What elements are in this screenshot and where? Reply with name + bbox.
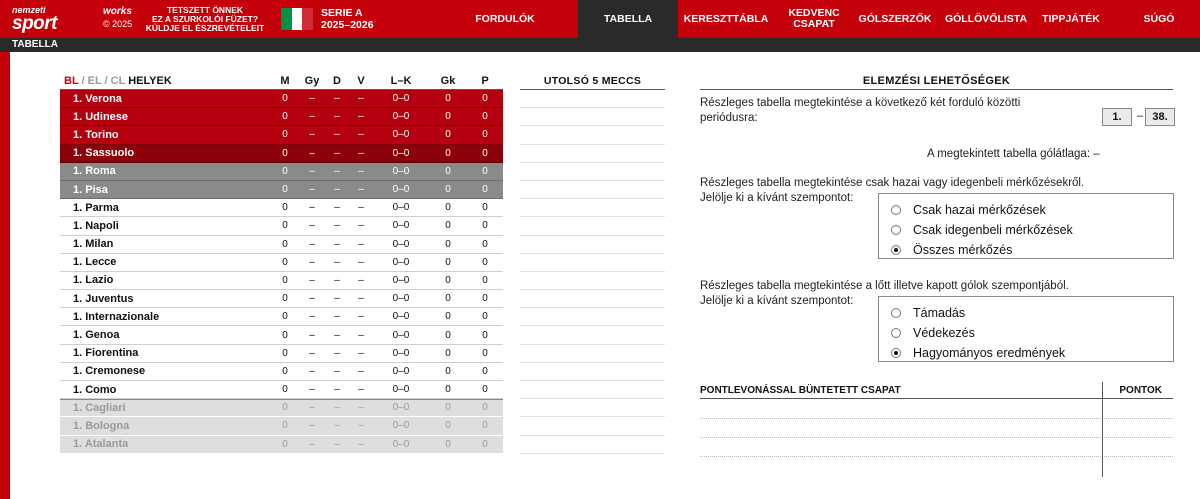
- cell-p: 0: [482, 129, 488, 141]
- cell-d: –: [334, 329, 340, 341]
- cell-v: –: [358, 147, 364, 159]
- promo-line: EZ A SZURKOLÓI FÜZET?: [151, 14, 259, 24]
- tab-fordulok[interactable]: FORDULÓK: [475, 12, 535, 25]
- goals-options: [878, 296, 1174, 362]
- cell-gk: 0: [445, 165, 451, 177]
- cell-gy: –: [309, 438, 315, 450]
- radio-away-only[interactable]: [891, 225, 901, 235]
- team-name[interactable]: 1. Bologna: [73, 419, 130, 432]
- cell-v: –: [358, 347, 364, 359]
- table-row[interactable]: [60, 236, 503, 254]
- cell-m: 0: [282, 256, 288, 268]
- team-name[interactable]: 1. Cagliari: [73, 401, 126, 414]
- table-row[interactable]: [60, 163, 503, 181]
- tab-tabella[interactable]: TABELLA: [578, 0, 678, 38]
- cell-v: –: [358, 129, 364, 141]
- cell-d: –: [334, 147, 340, 159]
- round-from-field[interactable]: 1.: [1102, 108, 1132, 126]
- cell-p: 0: [482, 365, 488, 377]
- cell-d: –: [334, 202, 340, 214]
- cell-m: 0: [282, 238, 288, 250]
- cell-m: 0: [282, 184, 288, 196]
- cell-p: 0: [482, 329, 488, 341]
- bl-label: BL: [64, 75, 79, 87]
- cell-d: –: [334, 402, 340, 414]
- cell-gk: 0: [445, 293, 451, 305]
- last5-row: [520, 217, 665, 235]
- flag-stripe-red: [302, 8, 313, 30]
- cell-d: –: [334, 129, 340, 141]
- cell-gk: 0: [445, 184, 451, 196]
- tab-kedvenc-csapat[interactable]: KEDVENC CSAPAT: [788, 7, 840, 30]
- cell-p: 0: [482, 293, 488, 305]
- cell-gy: –: [309, 274, 315, 286]
- cell-p: 0: [482, 274, 488, 286]
- table-row[interactable]: [60, 308, 503, 326]
- cell-v: –: [358, 111, 364, 123]
- cell-v: –: [358, 420, 364, 432]
- table-row[interactable]: [60, 290, 503, 308]
- cell-lk: 0–0: [392, 93, 410, 105]
- cell-d: –: [334, 111, 340, 123]
- goals-text: Részleges tabella megtekintése a lőtt illetve kapott gólok szempontjából.: [700, 280, 1069, 292]
- option-label: Hagyományos eredmények: [913, 346, 1066, 360]
- tab-kereszttabla[interactable]: KERESZTTÁBLA: [683, 12, 769, 25]
- goals-prompt: Jelölje ki a kívánt szempontot:: [700, 295, 854, 307]
- radio-all-matches[interactable]: [891, 245, 901, 255]
- table-row[interactable]: [60, 417, 503, 435]
- last5-row: [520, 126, 665, 144]
- last5-body: [520, 90, 665, 454]
- cell-gy: –: [309, 365, 315, 377]
- table-row[interactable]: [60, 345, 503, 363]
- cell-lk: 0–0: [392, 311, 410, 323]
- cell-gy: –: [309, 402, 315, 414]
- last5-row: [520, 308, 665, 326]
- el-label: EL: [87, 75, 102, 87]
- last5-row: [520, 399, 665, 417]
- cell-p: 0: [482, 111, 488, 123]
- last5-row: [520, 254, 665, 272]
- team-name[interactable]: 1. Parma: [73, 201, 119, 214]
- cell-lk: 0–0: [392, 384, 410, 396]
- last5-row: [520, 272, 665, 290]
- cell-p: 0: [482, 384, 488, 396]
- cell-lk: 0–0: [392, 165, 410, 177]
- standings-table: [60, 73, 503, 454]
- cell-v: –: [358, 220, 364, 232]
- nemzeti-sport-logo[interactable]: [12, 6, 72, 34]
- avg-goals-label: A megtekintett tabella gólátlaga: –: [927, 148, 1100, 160]
- cell-m: 0: [282, 93, 288, 105]
- cell-d: –: [334, 365, 340, 377]
- promo-line: TETSZETT ÖNNEK: [166, 5, 244, 15]
- table-row[interactable]: [60, 381, 503, 399]
- table-row[interactable]: [60, 217, 503, 235]
- cell-p: 0: [482, 93, 488, 105]
- option-home-only[interactable]: [891, 201, 1046, 219]
- cell-d: –: [334, 438, 340, 450]
- cell-v: –: [358, 365, 364, 377]
- cell-d: –: [334, 184, 340, 196]
- works-logo-text: works: [103, 6, 132, 17]
- cell-gk: 0: [445, 274, 451, 286]
- cell-m: 0: [282, 129, 288, 141]
- cell-m: 0: [282, 402, 288, 414]
- table-row[interactable]: [60, 436, 503, 454]
- cell-gk: 0: [445, 93, 451, 105]
- cell-gk: 0: [445, 202, 451, 214]
- cell-gy: –: [309, 311, 315, 323]
- cell-lk: 0–0: [392, 420, 410, 432]
- logo-small-text: nemzeti: [12, 5, 46, 15]
- cell-d: –: [334, 420, 340, 432]
- cell-v: –: [358, 238, 364, 250]
- cell-lk: 0–0: [392, 220, 410, 232]
- option-traditional[interactable]: [891, 344, 1065, 362]
- cell-d: –: [334, 165, 340, 177]
- left-red-stripe: [0, 52, 10, 499]
- cell-lk: 0–0: [392, 111, 410, 123]
- option-away-only[interactable]: [891, 221, 1073, 239]
- cell-gk: 0: [445, 438, 451, 450]
- cell-d: –: [334, 256, 340, 268]
- team-name[interactable]: 1. Lecce: [73, 256, 117, 269]
- copyright-year: © 2025: [103, 19, 133, 29]
- cell-gk: 0: [445, 238, 451, 250]
- cell-gy: –: [309, 256, 315, 268]
- main-nav: [470, 0, 1200, 38]
- radio-home-only[interactable]: [891, 205, 901, 215]
- partial-period-text: Részleges tabella megtekintése a következő két forduló közötti: [700, 97, 1021, 109]
- tab-sugo[interactable]: SÚGÓ: [1143, 12, 1175, 25]
- cell-v: –: [358, 384, 364, 396]
- team-name[interactable]: 1. Juventus: [73, 292, 134, 305]
- cell-m: 0: [282, 111, 288, 123]
- cell-p: 0: [482, 220, 488, 232]
- cell-p: 0: [482, 420, 488, 432]
- team-name[interactable]: 1. Verona: [73, 92, 122, 105]
- standings-header: [60, 73, 503, 90]
- option-attack[interactable]: [891, 304, 965, 322]
- cell-gk: 0: [445, 256, 451, 268]
- last5-row: [520, 199, 665, 217]
- cell-m: 0: [282, 220, 288, 232]
- team-name[interactable]: 1. Milan: [73, 238, 114, 251]
- cell-p: 0: [482, 184, 488, 196]
- cell-m: 0: [282, 438, 288, 450]
- cell-gk: 0: [445, 347, 451, 359]
- option-defense[interactable]: [891, 324, 975, 342]
- team-name[interactable]: 1. Fiorentina: [73, 347, 139, 360]
- team-name[interactable]: 1. Internazionale: [73, 310, 160, 323]
- cell-d: –: [334, 220, 340, 232]
- cell-gy: –: [309, 384, 315, 396]
- cell-lk: 0–0: [392, 293, 410, 305]
- radio-defense[interactable]: [891, 328, 901, 338]
- last5-row: [520, 290, 665, 308]
- cell-p: 0: [482, 402, 488, 414]
- cell-v: –: [358, 202, 364, 214]
- cell-gk: 0: [445, 111, 451, 123]
- cell-d: –: [334, 238, 340, 250]
- table-row[interactable]: [60, 108, 503, 126]
- cell-lk: 0–0: [392, 402, 410, 414]
- separator: /: [78, 75, 88, 87]
- option-all-matches[interactable]: [891, 241, 1012, 259]
- flag-stripe-white: [292, 8, 303, 30]
- cell-d: –: [334, 311, 340, 323]
- cell-m: 0: [282, 274, 288, 286]
- table-row[interactable]: [60, 145, 503, 163]
- cell-gk: 0: [445, 365, 451, 377]
- works-logo: [103, 6, 143, 30]
- cell-v: –: [358, 402, 364, 414]
- points-header: PONTOK: [1119, 385, 1162, 396]
- last5-row: [520, 236, 665, 254]
- team-name[interactable]: 1. Roma: [73, 165, 116, 178]
- cell-v: –: [358, 438, 364, 450]
- cell-v: –: [358, 256, 364, 268]
- partial-period-text-2: periódusra:: [700, 112, 758, 124]
- cell-lk: 0–0: [392, 365, 410, 377]
- team-name[interactable]: 1. Pisa: [73, 183, 108, 196]
- penalty-team-header: PONTLEVONÁSSAL BÜNTETETT CSAPAT: [700, 385, 901, 396]
- cell-m: 0: [282, 202, 288, 214]
- cell-lk: 0–0: [392, 438, 410, 450]
- table-row[interactable]: [60, 90, 503, 108]
- col-header-lk: L–K: [390, 75, 412, 87]
- cell-gk: 0: [445, 402, 451, 414]
- cell-gk: 0: [445, 147, 451, 159]
- cell-d: –: [334, 384, 340, 396]
- last5-row: [520, 326, 665, 344]
- option-label: Védekezés: [913, 326, 975, 340]
- promo-line: KÜLDJE EL ÉSZREVÉTELEIT: [145, 23, 265, 33]
- team-name[interactable]: 1. Torino: [73, 128, 119, 141]
- cell-p: 0: [482, 202, 488, 214]
- last5-row: [520, 163, 665, 181]
- cell-v: –: [358, 293, 364, 305]
- cell-gk: 0: [445, 129, 451, 141]
- flag-stripe-green: [281, 8, 292, 30]
- zones-header: [60, 75, 273, 87]
- team-name[interactable]: 1. Como: [73, 383, 117, 396]
- cell-v: –: [358, 93, 364, 105]
- cell-gk: 0: [445, 329, 451, 341]
- cell-lk: 0–0: [392, 329, 410, 341]
- feedback-promo[interactable]: [140, 6, 270, 33]
- cell-m: 0: [282, 311, 288, 323]
- cell-d: –: [334, 293, 340, 305]
- cell-v: –: [358, 274, 364, 286]
- tab-tippjatek[interactable]: TIPPJÁTÉK: [1042, 12, 1100, 25]
- cell-p: 0: [482, 311, 488, 323]
- last5-row: [520, 363, 665, 381]
- tab-gollovolista[interactable]: GÓLLÖVŐLISTA: [944, 12, 1028, 25]
- cell-lk: 0–0: [392, 129, 410, 141]
- season-label: [321, 7, 374, 31]
- cell-gy: –: [309, 129, 315, 141]
- table-row[interactable]: [60, 326, 503, 344]
- radio-traditional[interactable]: [891, 348, 901, 358]
- option-label: Támadás: [913, 306, 966, 320]
- col-header-d: D: [333, 75, 341, 87]
- cell-m: 0: [282, 420, 288, 432]
- cl-label: CL: [110, 75, 126, 87]
- cell-m: 0: [282, 293, 288, 305]
- last5-row: [520, 108, 665, 126]
- last5-panel: [520, 73, 665, 454]
- cell-lk: 0–0: [392, 184, 410, 196]
- option-label: Összes mérkőzés: [913, 243, 1013, 257]
- italy-flag-icon: [281, 8, 313, 30]
- cell-p: 0: [482, 438, 488, 450]
- cell-v: –: [358, 311, 364, 323]
- home-away-options: [878, 193, 1174, 259]
- cell-v: –: [358, 329, 364, 341]
- team-name[interactable]: 1. Genoa: [73, 329, 120, 342]
- team-name[interactable]: 1. Sassuolo: [73, 147, 135, 160]
- cell-gy: –: [309, 347, 315, 359]
- cell-lk: 0–0: [392, 347, 410, 359]
- cell-lk: 0–0: [392, 147, 410, 159]
- radio-attack[interactable]: [891, 308, 901, 318]
- last5-header: UTOLSÓ 5 MECCS: [520, 73, 665, 90]
- cell-m: 0: [282, 384, 288, 396]
- col-header-gy: Gy: [304, 75, 320, 87]
- table-row[interactable]: [60, 363, 503, 381]
- last5-row: [520, 90, 665, 108]
- table-row[interactable]: [60, 254, 503, 272]
- col-header-gk: Gk: [440, 75, 456, 87]
- cell-gy: –: [309, 184, 315, 196]
- round-to-field[interactable]: 38.: [1145, 108, 1175, 126]
- cell-gy: –: [309, 238, 315, 250]
- cell-gy: –: [309, 165, 315, 177]
- analysis-title: ELEMZÉSI LEHETŐSÉGEK: [700, 73, 1173, 90]
- cell-gy: –: [309, 220, 315, 232]
- team-name[interactable]: 1. Napoli: [73, 219, 119, 232]
- team-name[interactable]: 1. Atalanta: [73, 438, 129, 451]
- penalty-column-divider: [1102, 382, 1103, 477]
- last5-row: [520, 381, 665, 399]
- col-header-p: P: [481, 75, 489, 87]
- last5-row: [520, 181, 665, 199]
- option-label: Csak idegenbeli mérkőzések: [913, 223, 1073, 237]
- cell-gy: –: [309, 147, 315, 159]
- home-away-prompt: Jelölje ki a kívánt szempontot:: [700, 192, 854, 204]
- page-title: TABELLA: [12, 39, 58, 50]
- cell-gk: 0: [445, 311, 451, 323]
- cell-lk: 0–0: [392, 256, 410, 268]
- cell-lk: 0–0: [392, 202, 410, 214]
- team-name[interactable]: 1. Lazio: [73, 274, 114, 287]
- cell-gk: 0: [445, 384, 451, 396]
- top-bar: [0, 0, 1200, 38]
- places-label: HELYEK: [125, 75, 172, 87]
- cell-m: 0: [282, 165, 288, 177]
- cell-m: 0: [282, 347, 288, 359]
- round-dash: –: [1137, 110, 1144, 122]
- cell-v: –: [358, 184, 364, 196]
- cell-p: 0: [482, 347, 488, 359]
- col-header-v: V: [357, 75, 365, 87]
- cell-lk: 0–0: [392, 274, 410, 286]
- cell-d: –: [334, 93, 340, 105]
- home-away-text: Részleges tabella megtekintése csak hazai vagy idegenbeli mérkőzésekről.: [700, 177, 1085, 189]
- cell-p: 0: [482, 165, 488, 177]
- league-name: SERIE A: [321, 7, 363, 19]
- last5-row: [520, 145, 665, 163]
- cell-d: –: [334, 274, 340, 286]
- cell-p: 0: [482, 256, 488, 268]
- table-row[interactable]: [60, 181, 503, 199]
- cell-m: 0: [282, 365, 288, 377]
- cell-gy: –: [309, 293, 315, 305]
- cell-p: 0: [482, 147, 488, 159]
- relegation-separator: [60, 399, 503, 400]
- team-name[interactable]: 1. Cremonese: [73, 365, 146, 378]
- cell-lk: 0–0: [392, 238, 410, 250]
- table-row[interactable]: [60, 272, 503, 290]
- last5-row: [520, 417, 665, 435]
- cell-gy: –: [309, 329, 315, 341]
- option-label: Csak hazai mérkőzések: [913, 203, 1046, 217]
- cell-gy: –: [309, 202, 315, 214]
- col-header-m: M: [280, 75, 290, 87]
- cell-d: –: [334, 347, 340, 359]
- cell-gy: –: [309, 111, 315, 123]
- logo-big-text: sport: [12, 13, 57, 34]
- team-name[interactable]: 1. Udinese: [73, 110, 129, 123]
- tab-golszerzok[interactable]: GÓLSZERZŐK: [858, 12, 932, 25]
- cell-v: –: [358, 165, 364, 177]
- cell-gk: 0: [445, 420, 451, 432]
- page-title-bar: [0, 38, 1200, 52]
- cell-p: 0: [482, 238, 488, 250]
- cell-m: 0: [282, 147, 288, 159]
- table-row[interactable]: [60, 126, 503, 144]
- cell-gy: –: [309, 93, 315, 105]
- last5-row: [520, 436, 665, 454]
- cell-gk: 0: [445, 220, 451, 232]
- table-row[interactable]: [60, 199, 503, 217]
- cell-m: 0: [282, 329, 288, 341]
- cell-gy: –: [309, 420, 315, 432]
- season-years: 2025–2026: [321, 19, 374, 31]
- table-row[interactable]: [60, 399, 503, 417]
- separator: /: [101, 75, 111, 87]
- last5-row: [520, 345, 665, 363]
